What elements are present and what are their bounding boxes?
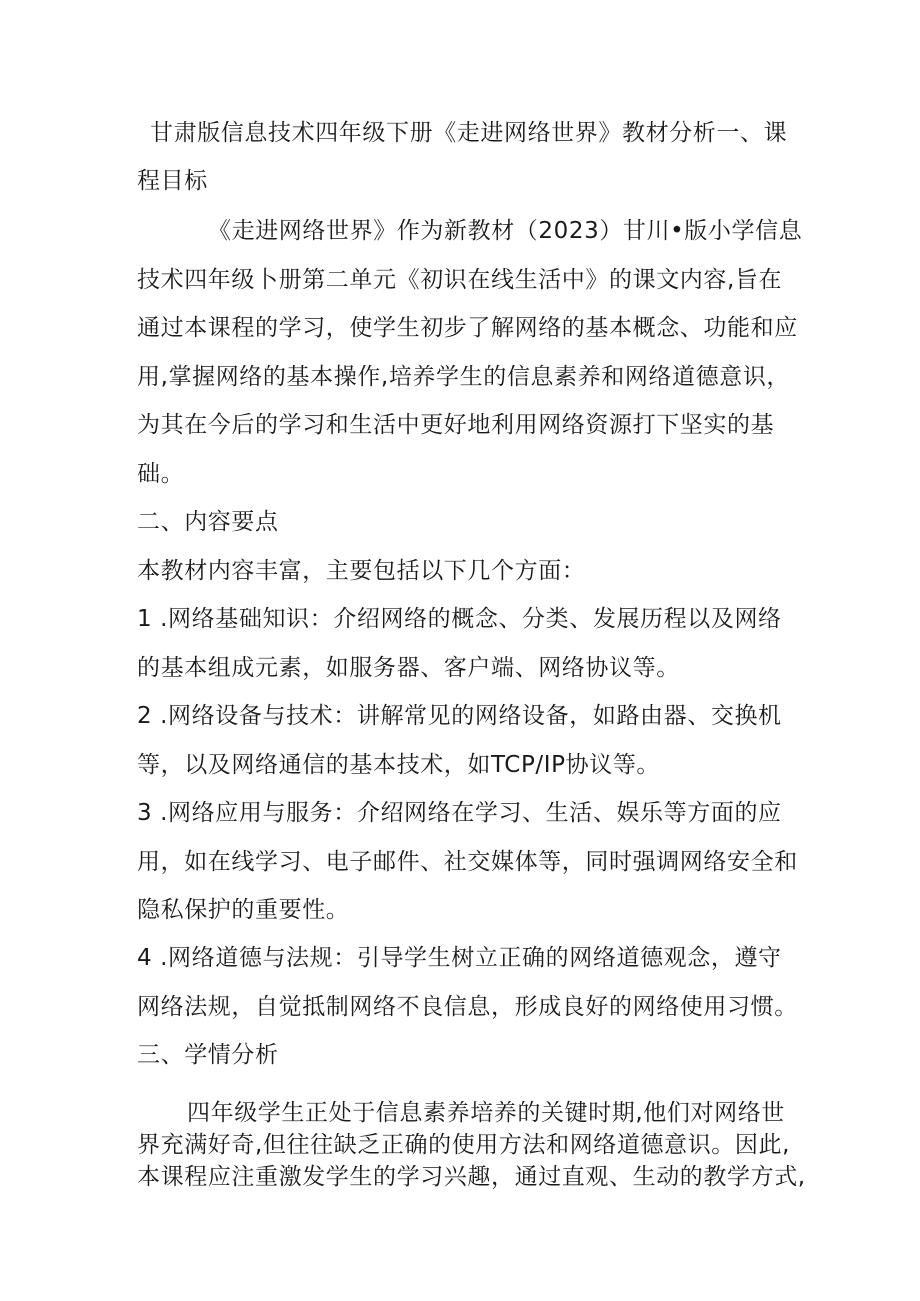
section3-text-line: 界充满好奇,但往往缺乏正确的使用方法和网络道德意识。因此, — [137, 1132, 791, 1158]
section2-intro: 本教材内容丰富，主要包括以下几个方面： — [137, 558, 586, 584]
list-item-4-line-2: 网络法规，自觉抵制网络不良信息，形成良好的网络使用习惯。 — [137, 994, 798, 1020]
list-item-1-line-2: 的基本组成元素，如服务器、客户端、网络协议等。 — [137, 655, 680, 681]
list-item-4-line-1: 4 .网络道德与法规：引导学生树立正确的网络道德观念，遵守 — [137, 945, 782, 971]
section1-text-line: 技术四年级卜册第二单元《初识在线生活中》的课文内容,旨在 — [137, 267, 783, 293]
section1-text-line: 础。 — [137, 461, 185, 487]
section1-text-line: 《走进网络世界》作为新教材（2023）甘川•版小学信息 — [208, 218, 803, 244]
section1-text-line: 为其在今后的学习和生活中更好地利用网络资源打下坚实的基 — [137, 412, 775, 438]
list-item-1-line-1: 1 .网络基础知识：介绍网络的概念、分类、发展历程以及网络 — [137, 606, 782, 632]
list-item-3-line-1: 3 .网络应用与服务：介绍网络在学习、生活、娱乐等方面的应 — [137, 800, 782, 826]
section1-text-line: 通过本课程的学习，使学生初步了解网络的基本概念、功能和应 — [137, 315, 798, 341]
section3-text-line: 本课程应注重激发学生的学习兴趣，通过直观、生动的教学方式, — [137, 1164, 806, 1190]
section2-heading: 二、内容要点 — [137, 509, 279, 535]
list-item-3-line-3: 隐私保护的重要性。 — [137, 897, 350, 923]
list-item-2-line-2: 等，以及网络通信的基本技术，如TCP/IP协议等。 — [137, 752, 661, 778]
section3-text-line: 四年级学生正处于信息素养培养的关键时期,他们对网络世 — [187, 1100, 785, 1126]
section3-heading: 三、学情分析 — [137, 1042, 279, 1068]
section1-text-line: 用,掌握网络的基本操作,培养学生的信息素养和网络道德意识， — [137, 364, 791, 390]
document-title-line-2: 程目标 — [137, 168, 208, 194]
document-title-line-1: 甘肃版信息技术四年级下册《走进网络世界》教材分析一、课 — [150, 120, 788, 146]
list-item-3-line-2: 用，如在线学习、电子邮件、社交媒体等，同时强调网络安全和 — [137, 849, 798, 875]
list-item-2-line-1: 2 .网络设备与技术：讲解常见的网络设备，如路由器、交换机 — [137, 703, 782, 729]
